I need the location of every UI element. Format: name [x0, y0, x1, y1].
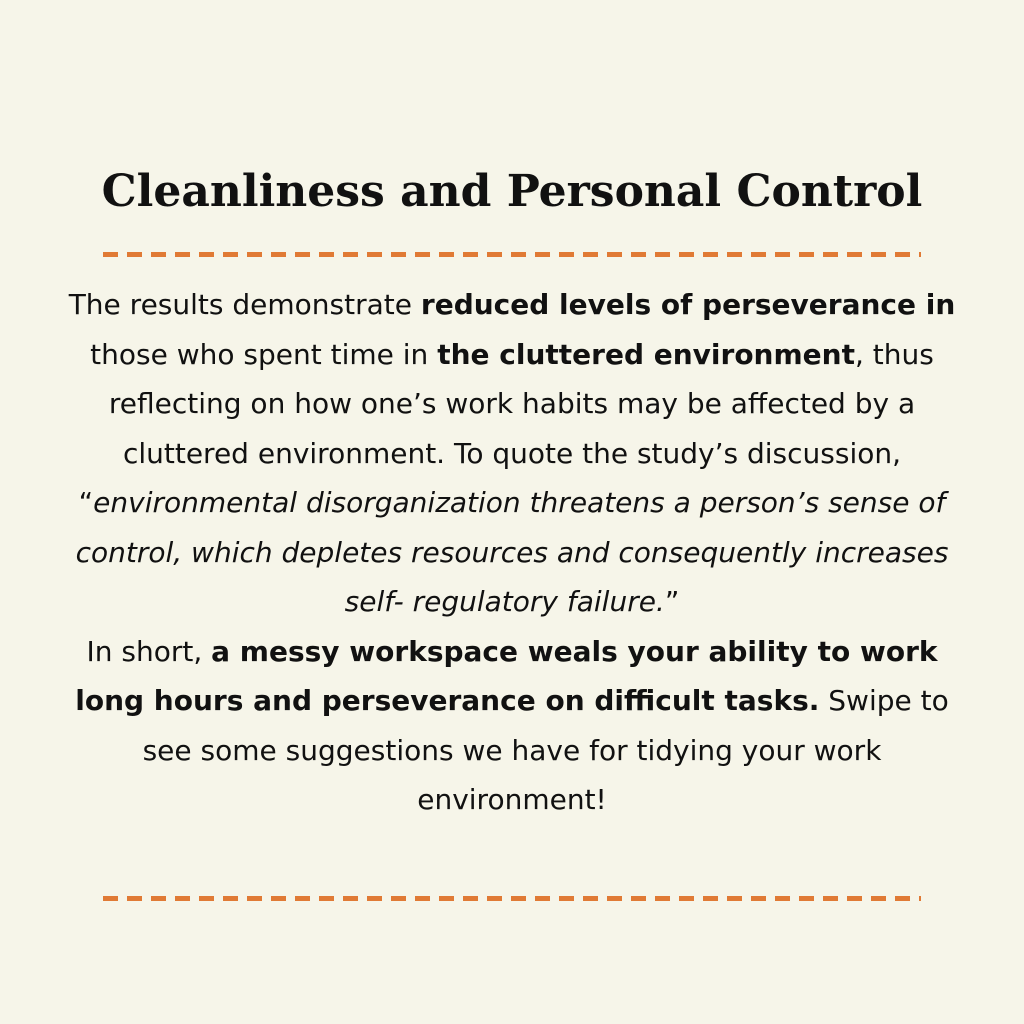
- quote-open-mark: “: [78, 486, 94, 519]
- body-text-plain: Swipe to see some suggestions we have for tidying your work environment!: [142, 684, 949, 816]
- body-text-emphasis: reduced levels of perseverance in: [420, 288, 956, 321]
- slide-title: Cleanliness and Personal Control: [101, 166, 923, 217]
- body-text-emphasis: the cluttered environment: [437, 337, 855, 371]
- study-quote: environmental disorganization threatens a person’s sense of control, which depletes resources and consequently increases self- regulatory failure.: [75, 486, 949, 618]
- top-dashed-divider: [103, 252, 921, 257]
- body-text-plain: In short,: [86, 634, 212, 668]
- quote-close-mark: ”: [664, 585, 680, 618]
- body-text-plain: those who spent time in: [90, 337, 438, 371]
- bottom-dashed-divider: [103, 896, 921, 901]
- body-text-plain: , thus reflecting on how one’s work habits may be affected by a cluttered environment. To quote the study’s discussion,: [108, 337, 934, 470]
- body-text-plain: The results demonstrate: [68, 288, 421, 321]
- body-paragraph: [62, 280, 962, 825]
- body-text-emphasis: a messy workspace weals your ability to work long hours and perseverance on difficult tasks.: [75, 634, 938, 717]
